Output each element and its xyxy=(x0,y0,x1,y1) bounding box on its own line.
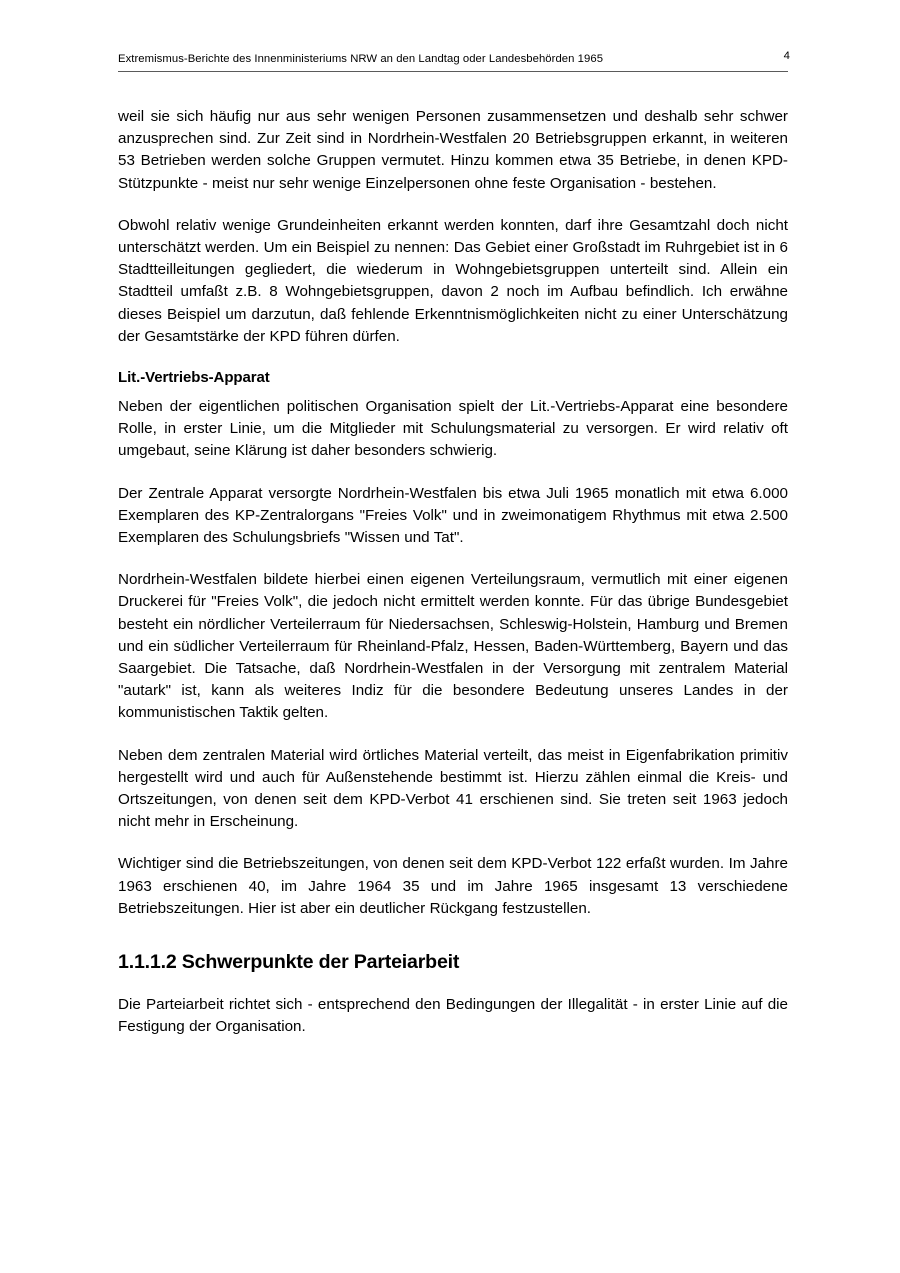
page-number: 4 xyxy=(783,50,790,62)
running-header-title: Extremismus-Berichte des Innenministeriums NRW an den Landtag oder Landesbehörden 1965 xyxy=(118,53,604,65)
paragraph-zentrale-apparat: Der Zentrale Apparat versorgte Nordrhein-Westfalen bis etwa Juli 1965 monatlich mit etwa 6.000 Exemplaren des KP-Zentralorgans "Freies Volk" und in zweimonatigem Rhythmus mit etwa 2.500 Exemplaren des Schulungsbriefs "Wissen und Tat". xyxy=(118,484,788,547)
paragraph-betriebsgruppen: weil sie sich häufig nur aus sehr wenigen Personen zusammensetzen und deshalb sehr schwer anzusprechen sind. Zur Zeit sind in Nordrhein-Westfalen 20 Betriebsgruppen erkannt, in weiteren 53 Betrieben werden solche Gruppen vermutet. Hinzu kommen etwa 35 Betriebe, in denen KPD-Stützpunkte - meist nur sehr wenige Einzelpersonen ohne feste Organisation - bestehen. xyxy=(118,108,788,192)
paragraph-verteilungsraum: Nordrhein-Westfalen bildete hierbei einen eigenen Verteilungsraum, vermutlich mit einer eigenen Druckerei für "Freies Volk", die jedoch nicht ermittelt werden konnte. Für das übrige Bundesgebiet besteht ein nördlicher Verteilerraum für Niedersachsen, Schleswig-Holstein, Hamburg und Bremen und ein südlicher Verteilerraum für Rheinland-Pfalz, Hessen, Baden-Württemberg, Bayern und das Saargebiet. Die Tatsache, daß Nordrhein-Westfalen in der Versorgung mit zentralem Material "autark" ist, kann als weiteres Indiz für die besondere Bedeutung unseres Landes in der kommunistischen Taktik gelten. xyxy=(118,571,788,722)
paragraph-lit-vertriebs-rolle: Neben der eigentlichen politischen Organisation spielt der Lit.-Vertriebs-Apparat eine besondere Rolle, in erster Linie, um die Mitglieder mit Schulungsmaterial zu versorgen. Er wird relativ oft umgebaut, seine Klärung ist daher besonders schwierig. xyxy=(118,398,788,460)
paragraph-betriebszeitungen: Wichtiger sind die Betriebszeitungen, von denen seit dem KPD-Verbot 122 erfaßt wurden. Im Jahre 1963 erschienen 40, im Jahre 1964 35 und im Jahre 1965 insgesamt 13 verschiedene Betriebszeitungen. Hier ist aber ein deutlicher Rückgang festzustellen. xyxy=(118,855,788,917)
page-content-area xyxy=(118,52,788,1039)
paragraph-parteiarbeit: Die Parteiarbeit richtet sich - entsprechend den Bedingungen der Illegalität - in erster Linie auf die Festigung der Organisation. xyxy=(118,996,788,1036)
subheading-lit-vertriebs-apparat: Lit.-Vertriebs-Apparat xyxy=(118,369,270,387)
paragraph-grundeinheiten: Obwohl relativ wenige Grundeinheiten erkannt werden konnten, darf ihre Gesamtzahl doch nicht unterschätzt werden. Um ein Beispiel zu nennen: Das Gebiet einer Großstadt im Ruhrgebiet ist in 6 Stadtteilleitungen gegliedert, die wiederum in Wohngebietsgruppen unterteilt sind. Allein ein Stadtteil umfaßt z.B. 8 Wohngebietsgruppen, davon 2 noch im Aufbau befindlich. Ich erwähne dieses Beispiel um darzutun, daß fehlende Erkenntnismöglichkeiten nicht zu einer Unterschätzung der Gesamtstärke der KPD führen dürfen. xyxy=(118,216,788,345)
body-content xyxy=(118,106,788,1039)
section-heading-schwerpunkte: 1.1.1.2 Schwerpunkte der Parteiarbeit xyxy=(118,951,460,974)
paragraph-oertliches-material: Neben dem zentralen Material wird örtliches Material verteilt, das meist in Eigenfabrikation primitiv hergestellt wird und auch für Außenstehende bestimmt ist. Hierzu zählen einmal die Kreis- und Ortszeitungen, von denen seit dem KPD-Verbot 41 erschienen sind. Sie treten seit 1963 jedoch nicht mehr in Erscheinung. xyxy=(118,746,788,831)
running-header xyxy=(118,52,788,72)
